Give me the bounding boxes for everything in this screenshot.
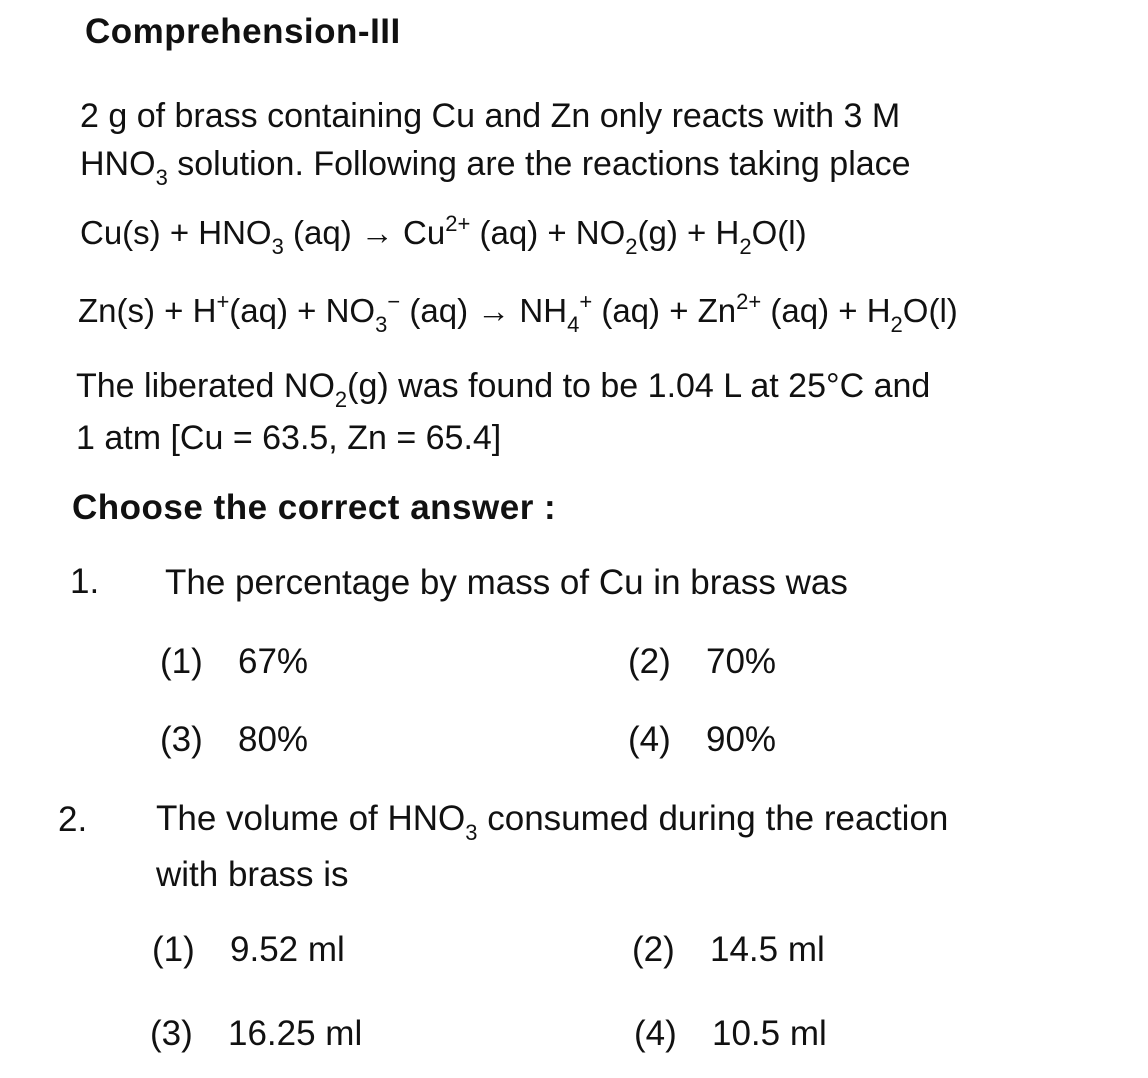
data-line-2: 1 atm [Cu = 63.5, Zn = 65.4] <box>76 419 502 457</box>
intro-line-2: $HNO_3$ solution. Following are the reactions taking place <box>80 145 911 190</box>
data-paragraph <box>76 362 930 462</box>
question-2-option-1[interactable]: (1) 9.52 ml <box>152 930 345 969</box>
question-1-option-2[interactable]: (2) 70% <box>628 642 777 681</box>
intro-line-1: 2 g of brass containing Cu and Zn only reacts with 3 M <box>80 97 901 135</box>
question-2-text <box>156 793 948 901</box>
question-2-line-1: The volume of $HNO_3$ consumed during the reaction <box>156 799 949 845</box>
instruction-heading: Choose the correct answer : <box>72 488 557 527</box>
reaction-equation-1: $Cu(s) + HNO_3$ $(aq) \to Cu^{2+}$ $(aq) + NO_2(g) + H_2O(l)$ <box>80 211 807 259</box>
question-2-line-2: with brass is <box>156 855 349 894</box>
question-1-number: 1. <box>70 562 100 601</box>
question-2-option-4[interactable]: (4) 10.5 ml <box>634 1014 827 1053</box>
question-2-option-2[interactable]: (2) 14.5 ml <box>632 930 825 969</box>
question-1-option-3[interactable]: (3) 80% <box>160 720 309 759</box>
question-1-option-1[interactable]: (1) 67% <box>160 642 309 681</box>
question-1-text: The percentage by mass of Cu in brass was <box>165 563 848 602</box>
question-2-number: 2. <box>58 800 88 839</box>
question-2-option-3[interactable]: (3) 16.25 ml <box>150 1014 363 1053</box>
question-1-option-4[interactable]: (4) 90% <box>628 720 777 759</box>
data-line-1: The liberated $NO_2(g)$ was found to be 1.04 L at 25°C and <box>76 367 931 412</box>
reaction-equation-2: $Zn(s) + H^+(aq) + NO_3^-$ $(aq) \to NH_4^+$ $(aq) + Zn^{2+}$ $(aq) + H_2O(l)$ <box>78 289 958 337</box>
section-heading: Comprehension-III <box>85 12 401 51</box>
intro-paragraph <box>80 92 911 192</box>
